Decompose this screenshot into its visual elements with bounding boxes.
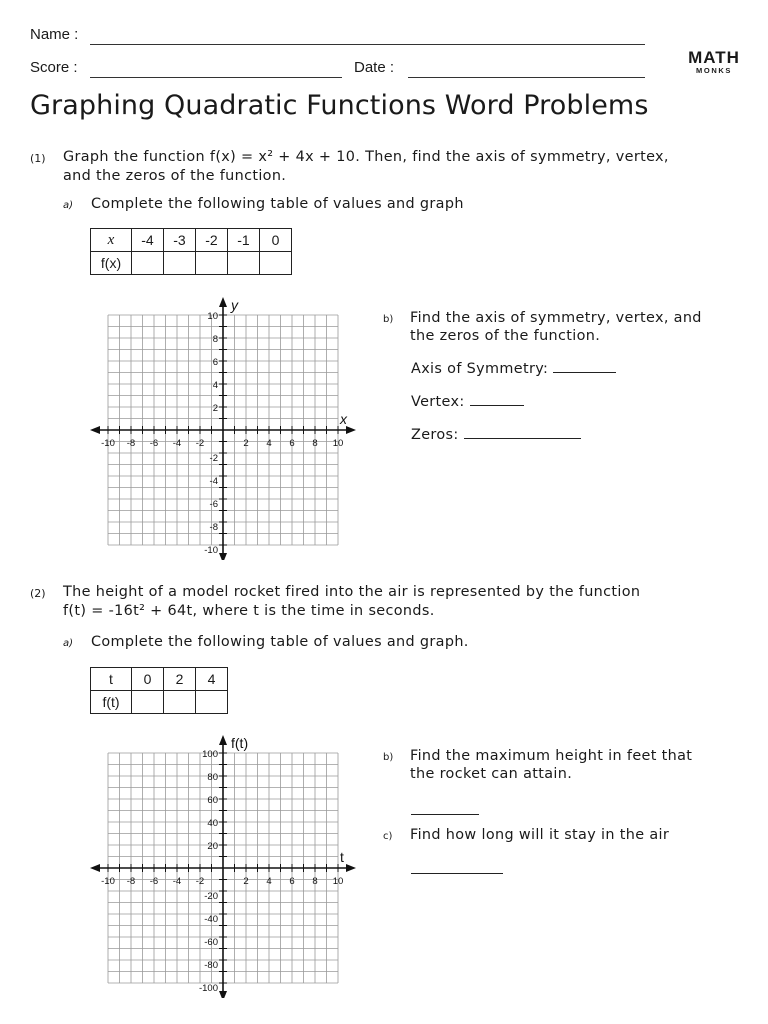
q1-b-line2: the zeros of the function. <box>410 328 601 344</box>
x-tick-label: -2 <box>195 438 205 449</box>
x-tick-label: 6 <box>289 876 295 887</box>
table-header-cell: -4 <box>132 229 164 252</box>
x-tick-label: 4 <box>266 876 272 887</box>
axis-of-symmetry-row <box>411 358 616 377</box>
table-header-cell: 2 <box>164 668 196 691</box>
vertex-row <box>411 391 524 410</box>
y-axis-label: y <box>231 297 238 313</box>
q1-coordinate-grid[interactable] <box>88 295 370 560</box>
q2-coordinate-grid[interactable] <box>88 733 370 998</box>
y-tick-label: -2 <box>209 453 218 464</box>
table-row <box>91 691 228 714</box>
y-tick-label: 10 <box>207 311 218 322</box>
x-axis-arrow-left <box>90 864 100 872</box>
y-tick-label: -6 <box>209 499 218 510</box>
q1-text-line2: and the zeros of the function. <box>63 168 287 184</box>
q1-number: (1) <box>30 152 46 165</box>
q1-a-text: Complete the following table of values and graph <box>91 196 464 212</box>
date-field[interactable] <box>408 77 645 78</box>
table-row <box>91 252 292 275</box>
y-tick-label: -100 <box>198 983 218 994</box>
x-tick-label: 2 <box>243 438 249 449</box>
y-tick-label: 60 <box>207 795 218 806</box>
x-tick-label: 4 <box>266 438 272 449</box>
q1-b-label: b) <box>383 314 394 325</box>
x-tick-label: -4 <box>172 876 182 887</box>
y-tick-label: 2 <box>212 403 218 414</box>
y-axis-arrow-up <box>219 735 227 745</box>
date-label: Date : <box>354 59 395 76</box>
math-monks-logo <box>684 48 744 75</box>
zeros-row <box>411 424 581 443</box>
axis-of-symmetry-label: Axis of Symmetry: <box>411 361 549 377</box>
y-tick-label: -20 <box>204 891 218 902</box>
max-height-blank[interactable] <box>411 800 479 815</box>
page-title: Graphing Quadratic Functions Word Problems <box>30 90 649 121</box>
score-label: Score : <box>30 59 78 76</box>
table-input-cell[interactable] <box>196 691 228 714</box>
table-header-cell: -3 <box>164 229 196 252</box>
table-row <box>91 229 292 252</box>
q2-b-label: b) <box>383 752 394 763</box>
y-axis-arrow-up <box>219 297 227 307</box>
table-header-cell: t <box>91 668 132 691</box>
q1-text-line1: Graph the function f(x) = x² + 4x + 10. Then, find the axis of symmetry, vertex, <box>63 149 669 165</box>
table-input-cell[interactable] <box>196 252 228 275</box>
x-tick-label: -6 <box>149 438 159 449</box>
q2-value-table <box>90 667 228 714</box>
x-tick-label: 10 <box>332 438 344 449</box>
y-tick-label: 100 <box>202 749 218 760</box>
x-tick-label: 2 <box>243 876 249 887</box>
q2-b-line1: Find the maximum height in feet that <box>410 748 693 764</box>
x-axis-arrow-right <box>346 426 356 434</box>
q2-c-label: c) <box>383 831 393 842</box>
q2-b-line2: the rocket can attain. <box>410 766 573 782</box>
table-input-cell[interactable] <box>260 252 292 275</box>
name-label: Name : <box>30 26 79 43</box>
x-tick-label: -6 <box>149 876 159 887</box>
y-tick-label: 6 <box>212 357 218 368</box>
y-tick-label: -10 <box>204 545 218 556</box>
q2-text-line1: The height of a model rocket fired into the air is represented by the function <box>63 584 641 600</box>
y-tick-label: 8 <box>212 334 218 345</box>
table-input-cell[interactable] <box>164 691 196 714</box>
q2-c-text: Find how long will it stay in the air <box>410 827 670 843</box>
table-input-cell[interactable] <box>228 252 260 275</box>
x-tick-label: 8 <box>312 438 318 449</box>
vertex-label: Vertex: <box>411 394 465 410</box>
y-tick-label: -40 <box>204 914 218 925</box>
q1-value-table <box>90 228 292 275</box>
zeros-blank[interactable] <box>464 424 581 439</box>
y-axis-arrow-down <box>219 991 227 998</box>
logo-subtext: MONKS <box>696 66 732 75</box>
q2-number: (2) <box>30 587 46 600</box>
x-tick-label: -8 <box>126 438 136 449</box>
name-field[interactable] <box>90 44 645 45</box>
x-axis-arrow-right <box>346 864 356 872</box>
x-tick-label: -2 <box>195 876 205 887</box>
x-tick-label: 8 <box>312 876 318 887</box>
time-in-air-blank[interactable] <box>411 859 503 874</box>
q1-b-line1: Find the axis of symmetry, vertex, and <box>410 310 702 326</box>
axis-of-symmetry-blank[interactable] <box>553 358 616 373</box>
x-tick-label: 6 <box>289 438 295 449</box>
table-header-cell: 0 <box>260 229 292 252</box>
q2-a-label: a) <box>63 638 74 649</box>
table-input-cell[interactable] <box>132 691 164 714</box>
y-tick-label: 80 <box>207 772 218 783</box>
y-axis-label: f(t) <box>231 735 249 751</box>
y-tick-label: -4 <box>209 476 218 487</box>
table-row <box>91 668 228 691</box>
x-tick-label: -4 <box>172 438 182 449</box>
q2-text-line2: f(t) = -16t² + 64t, where t is the time in seconds. <box>63 603 435 619</box>
q2-a-text: Complete the following table of values and graph. <box>91 634 469 650</box>
table-row-label: f(x) <box>91 252 132 275</box>
y-tick-label: 40 <box>207 818 218 829</box>
table-input-cell[interactable] <box>132 252 164 275</box>
x-tick-label: -8 <box>126 876 136 887</box>
y-axis-arrow-down <box>219 553 227 560</box>
zeros-label: Zeros: <box>411 427 459 443</box>
table-header-cell: 0 <box>132 668 164 691</box>
table-row-label: f(t) <box>91 691 132 714</box>
table-header-cell: x <box>91 229 132 252</box>
y-tick-label: 4 <box>212 380 218 391</box>
table-input-cell[interactable] <box>164 252 196 275</box>
y-tick-label: -8 <box>209 522 218 533</box>
y-tick-label: -60 <box>204 937 218 948</box>
x-axis-label: t <box>340 849 344 865</box>
x-tick-label: -10 <box>101 438 115 449</box>
y-tick-label: 20 <box>207 841 218 852</box>
score-field[interactable] <box>90 77 342 78</box>
logo-text: MATH <box>688 48 740 67</box>
x-tick-label: -10 <box>101 876 115 887</box>
x-tick-label: 10 <box>332 876 344 887</box>
vertex-blank[interactable] <box>470 391 524 406</box>
x-axis-arrow-left <box>90 426 100 434</box>
table-header-cell: -1 <box>228 229 260 252</box>
table-header-cell: -2 <box>196 229 228 252</box>
y-tick-label: -80 <box>204 960 218 971</box>
x-axis-label: x <box>340 411 347 427</box>
table-header-cell: 4 <box>196 668 228 691</box>
q1-a-label: a) <box>63 200 74 211</box>
